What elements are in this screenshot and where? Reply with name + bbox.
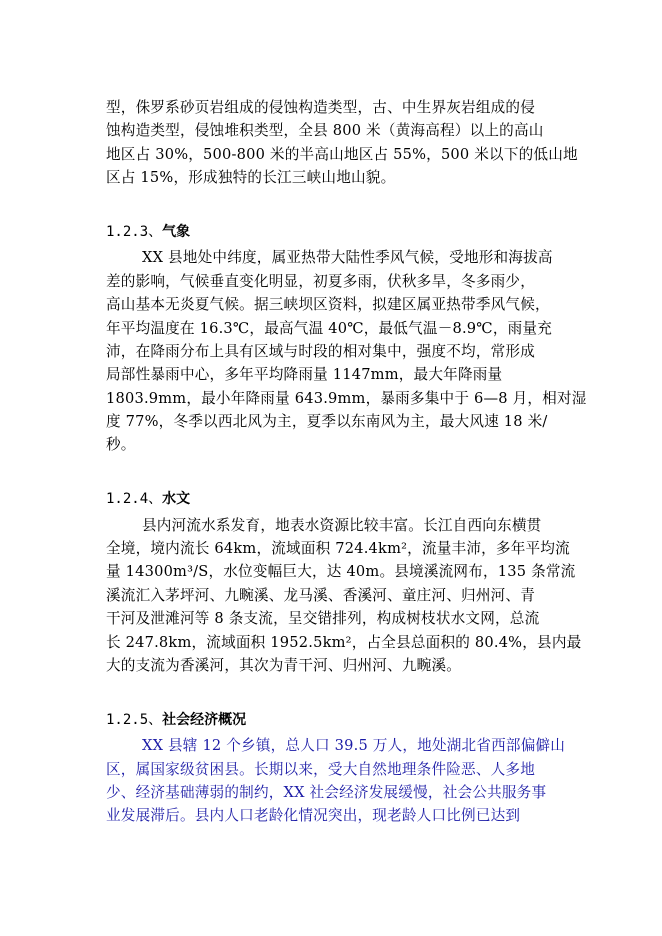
text-line: 少、经济基础薄弱的制约，XX 社会经济发展缓慢，社会公共服务事 <box>106 783 547 801</box>
section-number: 1.2.5、 <box>106 711 163 728</box>
text-line: 区，属国家级贫困县。长期以来，受大自然地理条件险恶、人多地 <box>106 760 536 778</box>
text-line: 高山基本无炎夏气候。据三峡坝区资料，拟建区属亚热带季风气候， <box>106 296 550 314</box>
section-heading-climate <box>106 221 564 244</box>
climate-paragraph <box>106 246 587 457</box>
text-line: 沛，在降雨分布上具有区域与时段的相对集中，强度不均，常形成 <box>106 342 536 360</box>
section-heading-hydrology <box>106 488 564 511</box>
intro-paragraph <box>106 96 578 190</box>
section-number: 1.2.3、 <box>106 223 163 240</box>
text-line: 局部性暴雨中心，多年平均降雨量 1147mm，最大年降雨量 <box>106 366 503 384</box>
socioeconomic-paragraph <box>106 734 564 828</box>
text-line: 蚀构造类型，侵蚀堆积类型，全县 800 米（黄海高程）以上的高山 <box>106 122 544 140</box>
text-line: 型，侏罗系砂页岩组成的侵蚀构造类型，古、中生界灰岩组成的侵 <box>106 99 536 116</box>
spacer <box>106 190 564 213</box>
text-line: 业发展滞后。县内人口老龄化情况突出，现老龄人口比例已达到 <box>106 807 521 825</box>
text-line: 地区占 30%，500-800 米的半高山地区占 55%，500 米以下的低山地 <box>106 145 578 163</box>
text-line: 量 14300m³/S，水位变幅巨大，达 40m。县境溪流网布，135 条常流 <box>106 563 576 581</box>
text-line: 溪流汇入茅坪河、九畹溪、龙马溪、香溪河、童庄河、归州河、青 <box>106 586 536 604</box>
hydrology-paragraph <box>106 514 582 678</box>
text-line: 长 247.8km，流域面积 1952.5km²，占全县总面积的 80.4%，县内最 <box>106 633 582 651</box>
section-heading-socioeconomic <box>106 709 564 732</box>
text-line: 年平均温度在 16.3℃，最高气温 40℃，最低气温－8.9℃，雨量充 <box>106 319 552 337</box>
section-title: 气象 <box>162 223 191 240</box>
text-column <box>106 96 587 828</box>
text-line: 秒。 <box>106 436 136 454</box>
text-line: 干河及泄滩河等 8 条支流，呈交错排列，构成树枝状水文网，总流 <box>106 610 540 628</box>
text-line: 全境，境内流长 64km，流域面积 724.4km²，流量丰沛，多年平均流 <box>106 540 570 558</box>
text-line: 大的支流为香溪河，其次为青干河、归州河、九畹溪。 <box>106 656 462 674</box>
text-line: 县内河流水系发育，地表水资源比较丰富。长江自西向东横贯 <box>142 516 542 534</box>
text-line: XX 县地处中纬度，属亚热带大陆性季风气候，受地形和海拔高 <box>142 249 553 267</box>
section-title: 水文 <box>162 491 191 508</box>
section-title: 社会经济概况 <box>162 711 247 728</box>
text-line: 区占 15%，形成独特的长江三峡山地山貌。 <box>106 169 396 187</box>
spacer <box>106 457 564 480</box>
spacer <box>106 677 564 700</box>
text-line: XX 县辖 12 个乡镇，总人口 39.5 万人，地处湖北省西部偏僻山 <box>142 737 566 755</box>
text-line: 差的影响，气候垂直变化明显，初夏多雨，伏秋多旱，冬多雨少， <box>106 272 536 290</box>
text-line: 度 77%，冬季以西北风为主，夏季以东南风为主，最大风速 18 米/ <box>106 413 548 431</box>
text-line: 1803.9mm，最小年降雨量 643.9mm，暴雨多集中于 6—8 月，相对湿 <box>106 389 587 407</box>
section-number: 1.2.4、 <box>106 491 163 508</box>
